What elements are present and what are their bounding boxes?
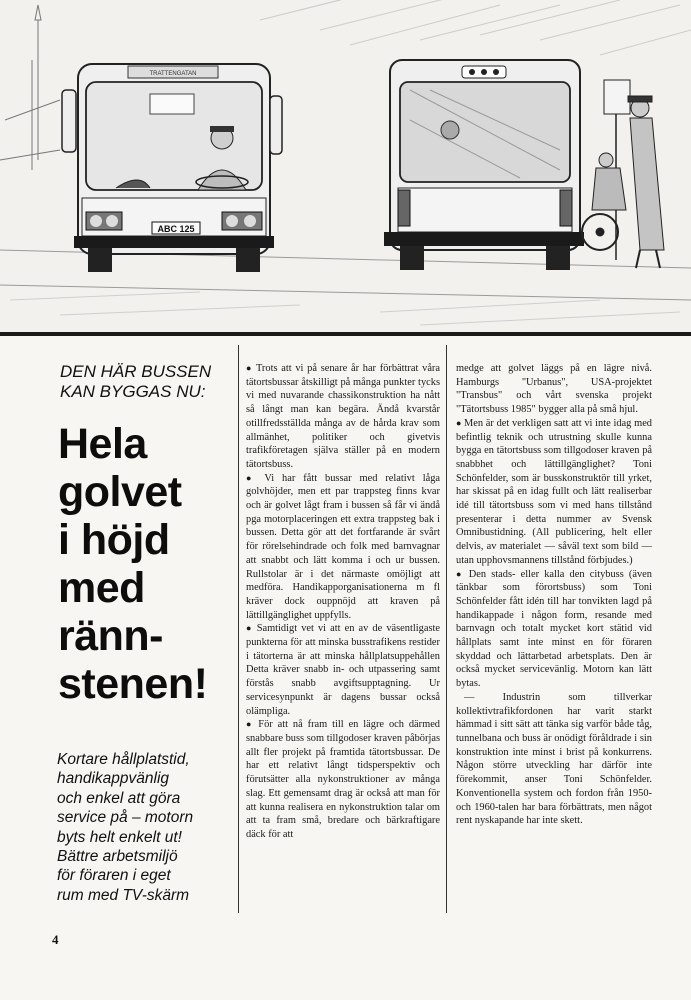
page-number: 4 [52,932,59,947]
rear-bus [384,60,584,270]
deck-line: service på – motorn [57,809,194,827]
body-column-1 [246,362,440,842]
headline-line: stenen! [58,660,208,708]
column-divider [238,345,239,913]
paragraph: ● Men är det verkligen satt att vi inte idag med befintlig teknik och utrustning skulle kunna bygga en tätortsbuss som tillgodoser kraven på snabbhet och lättillgänglighet? Toni Schönfelder, som är busskonstruktör till yrket, har skissat på en idag fullt och lätt realiserbar idé till tätortsbuss som vi med hans tillstånd presenterar i detta nummer av Svensk Omnibustidning. (All publicering, helt eller delvis, av materialet — såväl text som bild — utan upphovsmannens tillstånd förbjudes.) [456,417,652,568]
headline-line: Hela [58,420,147,468]
destination-sign: TRATTENGATAN [149,71,197,77]
body-column-2 [456,362,652,828]
headline-line: ränn- [58,612,163,660]
headline-line: med [58,564,145,612]
kicker-line: KAN BYGGAS NU: [60,382,206,401]
paragraph: ● Trots att vi på senare år har förbättrat våra tätortsbussar åtskilligt på många punkter tycks vi med nuvarande chassikonstruktion ha nått så långt man kan begära. Ändå kvarstår otillfredsställda många av de hårda krav som allmänhet, politiker och givetvis trafikföretagen själva ställer på en modern tätortsbuss. [246,362,440,472]
kicker [60,362,230,402]
top-divider [0,332,691,336]
deck-line: rum med TV-skärm [57,886,190,904]
paragraph: ● Den stads- eller kalla den citybuss (även tänkbar som förortsbuss) som Toni Schönfelder fått idén till har tonvikten lagd på handikappade i någon form, resande med barnvagn och totalt mycket kort stätid vid hållplats samt inte minst en för föraren skyddad och lättarbetad arbetsplats. Den är också mycket servicevänlig. Motorn kan lätt bytas. [456,568,652,691]
headline [58,420,238,708]
paragraph: ● För att nå fram till en lägre och därmed snabbare buss som tillgodoser kraven påbörjas allt fler projekt på framtida tätortsbussar. De har ett relativt långt tidsperspektiv och förutsätter alla nykonstruktioner av många slag. Ett gemensamt drag är också att man för att kunna realisera en nykonstruktion talar om att ta fram små, bredare och bärkraftigare däck för att [246,718,440,841]
deck-line: Kortare hållplatstid, [57,751,190,768]
front-bus [62,64,282,272]
deck-line: byts helt enkelt ut! [57,828,182,846]
kicker-line: DEN HÄR BUSSEN [60,362,212,381]
deck-line: Bättre arbetsmiljö [57,848,178,866]
bus-sketch-svg [0,0,691,332]
column-divider [446,345,447,913]
front-license-plate: ABC 125 [157,224,195,234]
headline-line: golvet [58,468,182,516]
deck-line: handikappvänlig [57,770,170,788]
deck [57,750,237,905]
headline-line: i höjd [58,516,170,564]
paragraph: ● Vi har fått bussar med relativt låga golvhöjder, men ett par trappsteg finns kvar och är golvet lågt fram i bussen så får vi ändå pga motorplaceringen ett extra trappsteg bak i bussen. Detta gör att det fortfarande är svårt för rörelsehindrade och folk med barnvagnar att snabbt och lätt komma i och ur bussen. Rullstolar är i det närmaste omöjligt att medföra. Handikapporganisationerna m fl kräver dock ouppnöjd att kraven på lättillgänglighet uppfylls. [246,472,440,623]
deck-line: och enkel att göra [57,789,181,807]
bus-stop-scene [582,80,664,268]
paragraph: medge att golvet läggs på en lägre nivå. Hamburgs "Urbanus", USA-projektet "Transbus" och vårt svenska projekt "Tätortsbuss 1985" bygger alla på små hjul. [456,363,652,416]
paragraph: — Industrin som tillverkar kollektivtrafikfordonen har varit starkt hämmad i sitt sätt att tänka sig varför både tåg, tunnelbana och buss är onödigt föråldrade i sin konstruktion inte minst i brist på konkurrens. Någon större utveckling har därför inte förekommit, anser Toni Schönfelder. Konventionella system och fordon från 1950- och 1960-talen har bara förbättrats, men något rent nyskapande har inte skett. [456,691,652,827]
bus-illustration [0,0,691,332]
deck-line: för föraren i eget [57,867,171,885]
paragraph: ● Samtidigt vet vi att en av de väsentligaste punkterna för att minska busstrafikens restider i tätorterna är att minska hållplatsuppehållen Detta kräver snabb in- och utpassering samt förstås snabb avgiftsupptagning. Ur servicesynpunkt är dagens bussar också olämpliga. [246,622,440,718]
